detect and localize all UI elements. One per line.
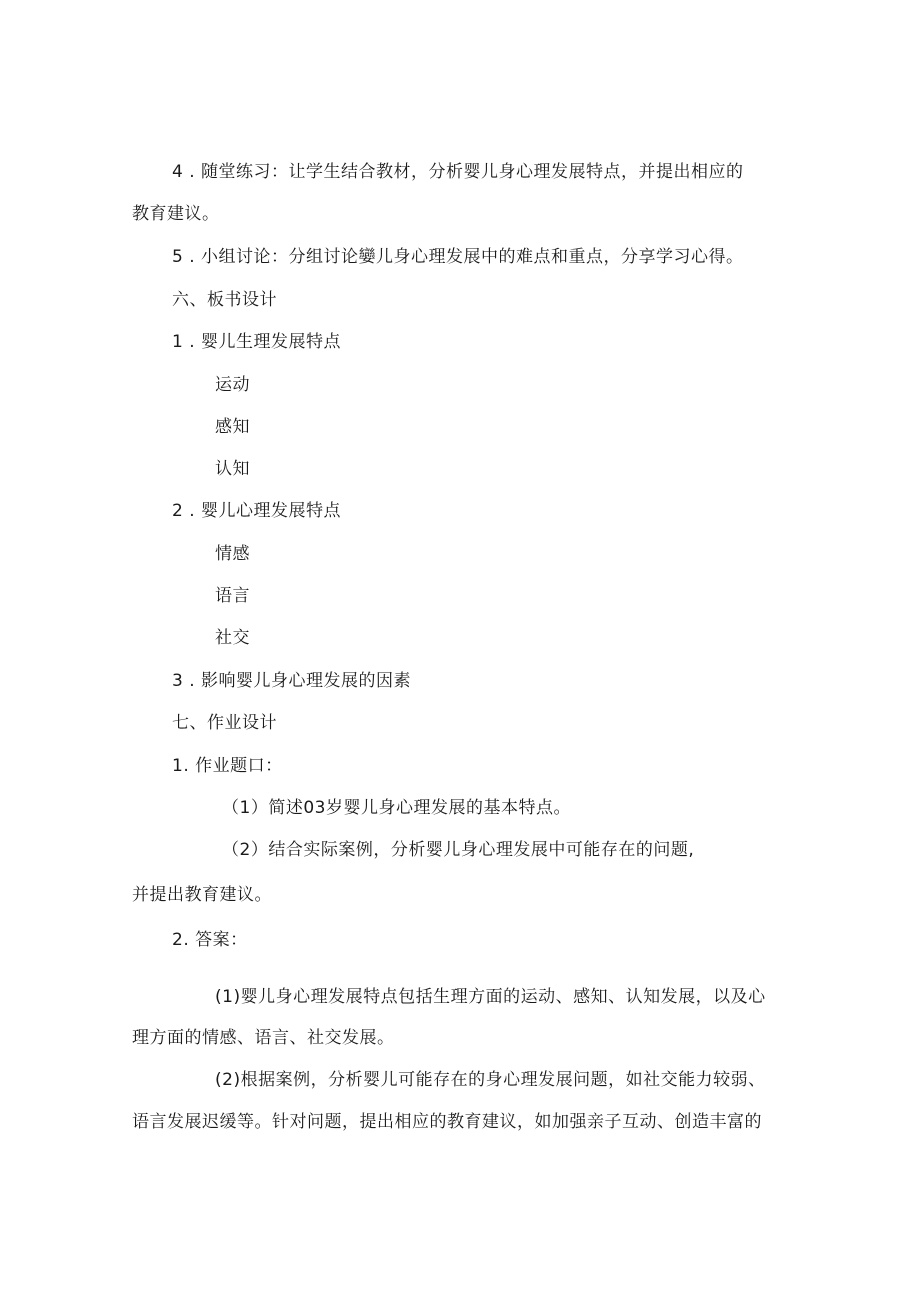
answer-1-line-1: (1)婴儿身心理发展特点包括生理方面的运动、感知、认知发展，以及心 [215, 987, 766, 1007]
board-item-1: 1 . 婴儿生理发展特点 [172, 332, 342, 352]
board-item-2-sub: 语言 [215, 586, 250, 606]
section-6-heading: 六、板书设计 [172, 290, 277, 310]
answer-2-line-2: 语言发展迟缓等。针对问题，提出相应的教育建议，如加强亲子互动、创造丰富的 [132, 1112, 762, 1132]
homework-question-2-line-2: 并提出教育建议。 [132, 885, 272, 905]
paragraph-5: 5 . 小组讨论：分组讨论孌儿身心理发展中的难点和重点，分享学习心得。 [172, 247, 744, 267]
board-item-1-sub: 感知 [215, 417, 250, 437]
board-item-1-sub: 运动 [215, 375, 250, 395]
paragraph-4-line-1: 4 . 随堂练习：让学生结合教材，分析婴儿身心理发展特点，并提出相应的 [172, 162, 744, 182]
paragraph-4-line-2: 教育建议。 [132, 204, 220, 224]
board-item-2-sub: 情感 [215, 544, 250, 564]
answer-1-line-2: 理方面的情感、语言、社交发展。 [132, 1028, 395, 1048]
board-item-2: 2 . 婴儿心理发展特点 [172, 501, 342, 521]
homework-question-2-line-1: （2）结合实际案例，分析婴儿身心理发展中可能存在的问题, [222, 840, 695, 860]
board-item-2-sub: 社交 [215, 628, 250, 648]
answer-2-line-1: (2)根据案例，分析婴儿可能存在的身心理发展问题，如社交能力较弱、 [215, 1070, 766, 1090]
board-item-1-sub: 认知 [215, 459, 250, 479]
section-7-heading: 七、作业设计 [172, 713, 277, 733]
homework-question-1: （1）简述03岁婴儿身心理发展的基本特点。 [222, 798, 571, 818]
board-item-3: 3 . 影响婴儿身心理发展的因素 [172, 671, 412, 691]
answer-title: 2. 答案： [172, 930, 248, 950]
homework-title: 1. 作业题口： [172, 756, 283, 776]
